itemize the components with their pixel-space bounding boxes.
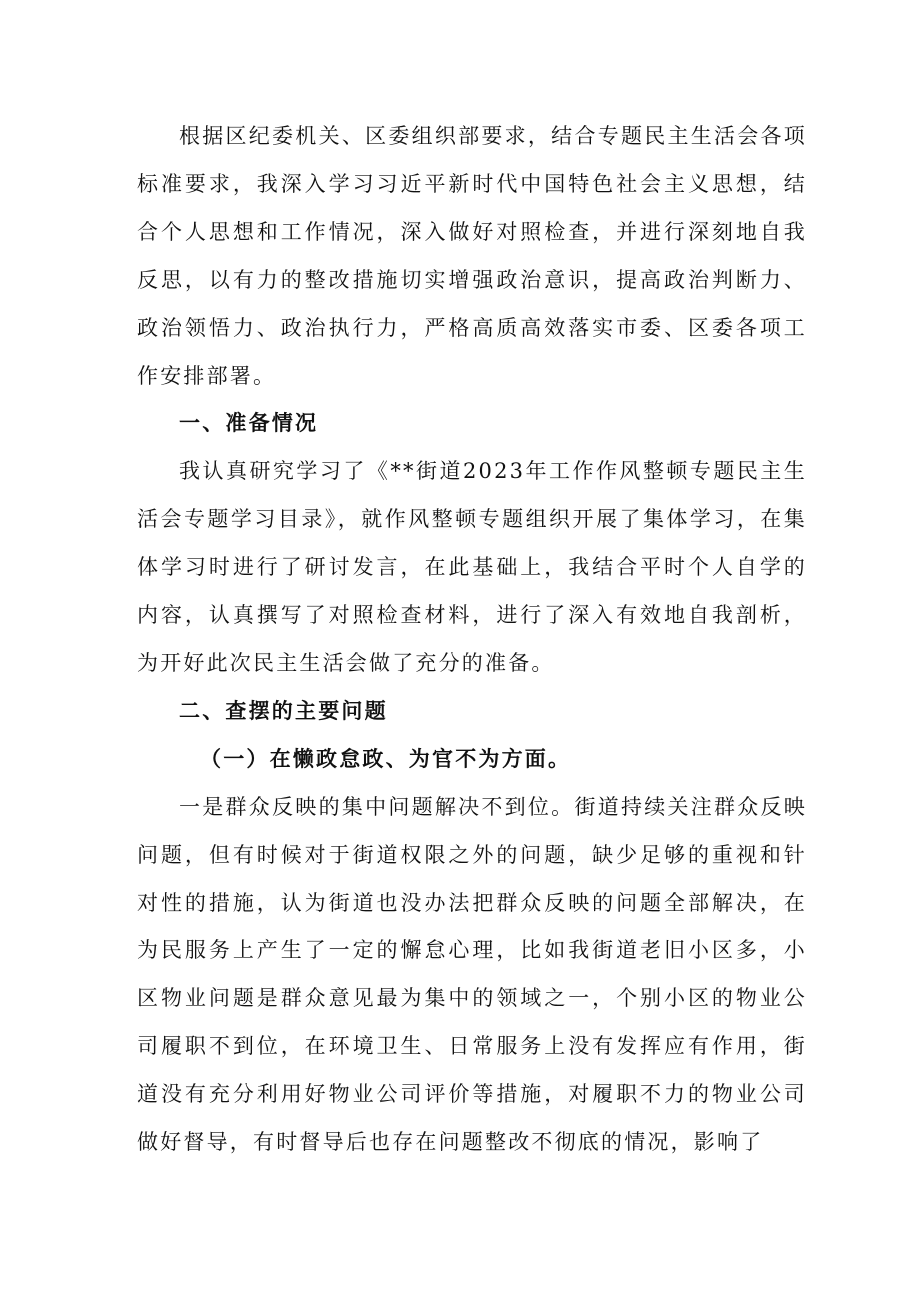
document-body [137, 113, 807, 1167]
section-heading-problems: 二、查摆的主要问题 [179, 698, 388, 723]
intro-paragraph: 根据区纪委机关、区委组织部要求，结合专题民主生活会各项标准要求，我深入学习习近平新时代中国特色社会主义思想，结合个人思想和工作情况，深入做好对照检查，并进行深刻地自我反思，以有力的整改措施切实增强政治意识，提高政治判断力、政治领悟力、政治执行力，严格高质高效落实市委、区委各项工作安排部署。 [137, 124, 807, 388]
preparation-paragraph: 我认真研究学习了《**街道2023年工作作风整顿专题民主生活会专题学习目录》，就作风整顿专题组织开展了集体学习，在集体学习时进行了研讨发言，在此基础上，我结合平时个人自学的内容，认真撰写了对照检查材料，进行了深入有效地自我剖析，为开好此次民主生活会做了充分的准备。 [137, 459, 807, 675]
lazy-governance-paragraph: 一是群众反映的集中问题解决不到位。街道持续关注群众反映问题，但有时候对于街道权限之外的问题，缺少足够的重视和针对性的措施，认为街道也没办法把群众反映的问题全部解决，在为民服务上产生了一定的懈怠心理，比如我街道老旧小区多，小区物业问题是群众意见最为集中的领域之一，个别小区的物业公司履职不到位，在环境卫生、日常服务上没有发挥应有作用，街道没有充分利用好物业公司评价等措施，对履职不力的物业公司做好督导，有时督导后也存在问题整改不彻底的情况，影响了 [137, 794, 807, 1155]
section-heading-preparation: 一、准备情况 [179, 411, 319, 436]
subsection-heading-lazy-governance: （一）在懒政怠政、为官不为方面。 [200, 746, 572, 771]
